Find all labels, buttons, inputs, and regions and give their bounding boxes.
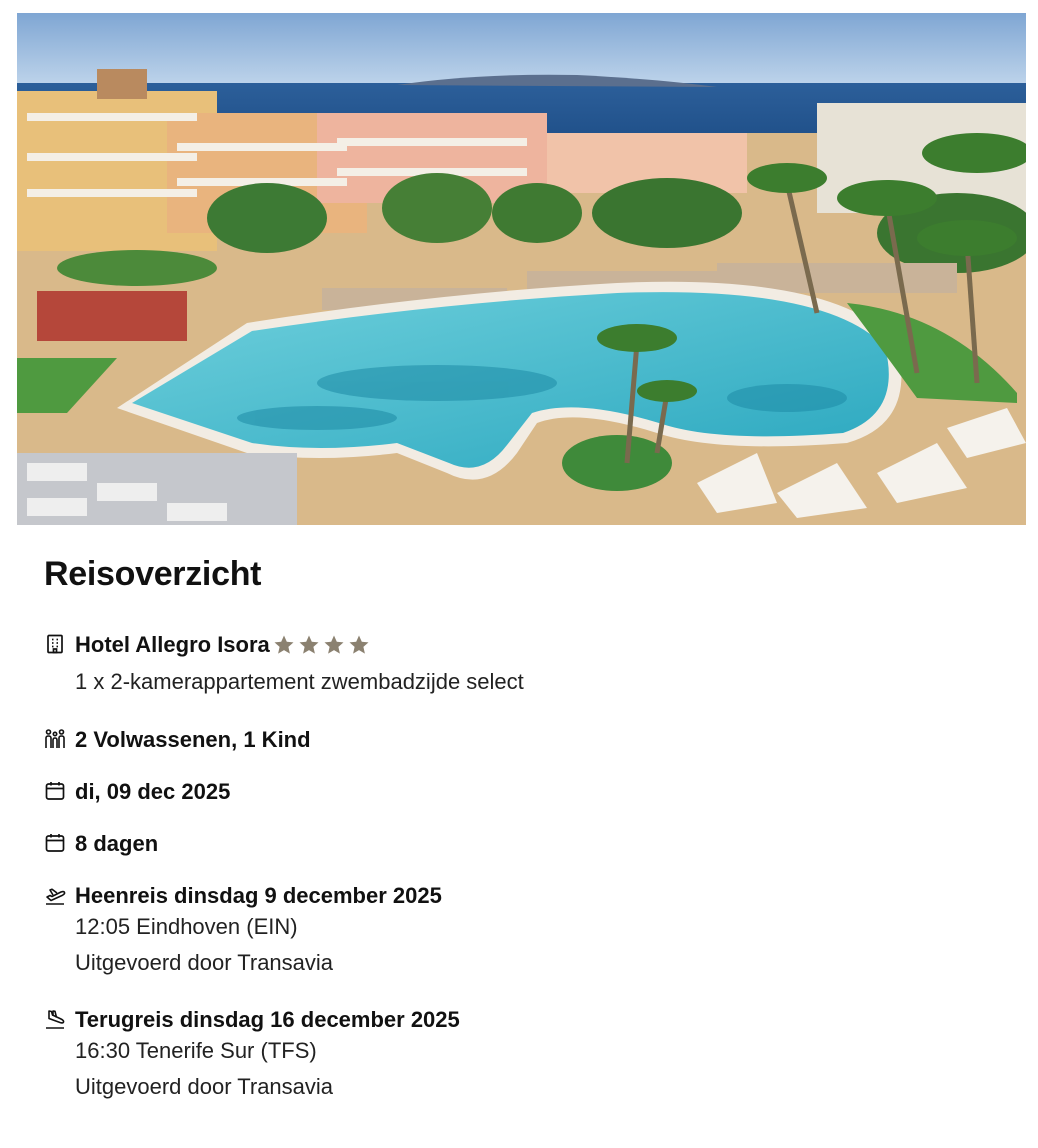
star-icon bbox=[297, 633, 321, 657]
return-flight bbox=[44, 1007, 460, 1100]
return-title: Terugreis dinsdag 16 december 2025 bbox=[75, 1007, 460, 1032]
hotel-photo bbox=[17, 13, 1026, 525]
building-icon bbox=[44, 633, 66, 655]
calendar-icon bbox=[44, 780, 66, 802]
duration-row bbox=[44, 831, 158, 857]
hotel-row bbox=[44, 632, 524, 695]
date-row bbox=[44, 779, 230, 805]
outbound-departure: 12:05 Eindhoven (EIN) bbox=[75, 914, 298, 939]
hotel-name: Hotel Allegro Isora bbox=[75, 632, 270, 657]
star-icon bbox=[272, 633, 296, 657]
outbound-flight bbox=[44, 883, 442, 976]
outbound-operator: Uitgevoerd door Transavia bbox=[75, 950, 334, 975]
trip-summary bbox=[44, 552, 1004, 596]
departure-date: di, 09 dec 2025 bbox=[75, 779, 231, 804]
trip-duration: 8 dagen bbox=[75, 831, 159, 856]
return-operator: Uitgevoerd door Transavia bbox=[75, 1074, 334, 1099]
room-type: 1 x 2-kamerappartement zwembadzijde select bbox=[75, 669, 524, 694]
star-icon bbox=[322, 633, 346, 657]
return-departure: 16:30 Tenerife Sur (TFS) bbox=[75, 1038, 317, 1063]
calendar-icon bbox=[44, 832, 66, 854]
plane-landing-icon bbox=[44, 1008, 66, 1030]
hotel-star-rating bbox=[272, 633, 372, 657]
page-title: Reisoverzicht bbox=[44, 555, 262, 593]
people-icon bbox=[44, 728, 66, 750]
travelers-label: 2 Volwassenen, 1 Kind bbox=[75, 727, 311, 752]
travelers-row bbox=[44, 727, 311, 753]
star-icon bbox=[347, 633, 371, 657]
outbound-title: Heenreis dinsdag 9 december 2025 bbox=[75, 883, 442, 908]
plane-takeoff-icon bbox=[44, 884, 66, 906]
